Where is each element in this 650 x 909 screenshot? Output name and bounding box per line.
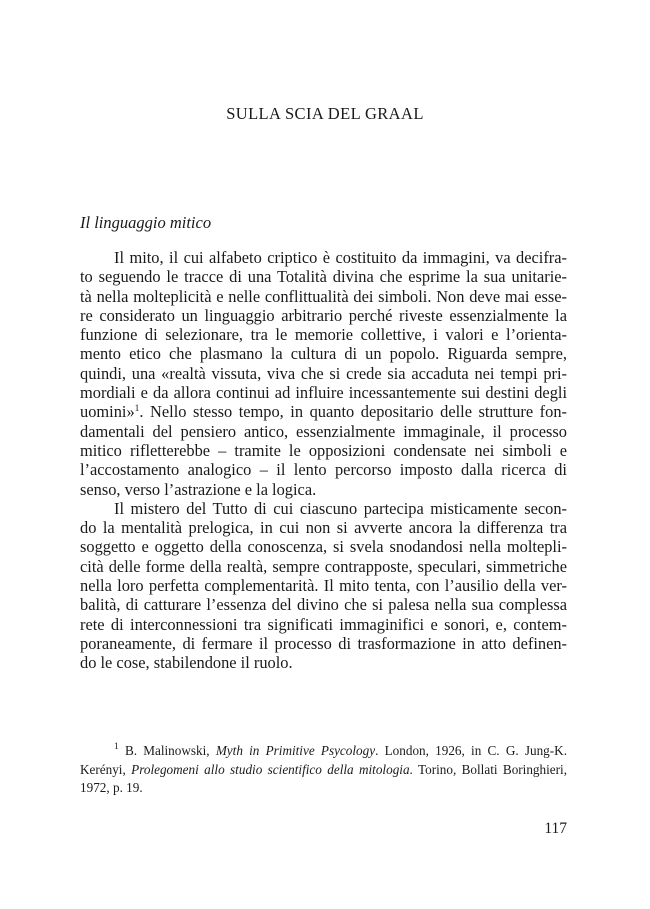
section-heading: Il linguaggio mitico [80,213,212,232]
text-line: cità delle forme della realtà, sempre contrapposte, speculari, simmetriche [80,556,567,576]
body-text [80,248,567,673]
text-line: mento etico che plasmano la cultura di un popolo. Riguarda sempre, [80,344,567,364]
text-line: balità, di catturare l’essenza del divino che si palesa nella sua complessa [80,595,567,615]
text-line: tà nella molteplicità e nelle conflittualità dei simboli. Non deve mai esse- [80,286,567,306]
text-line: re considerato un linguaggio arbitrario perché riveste essenzialmente la [80,305,567,325]
footnote-reference[interactable]: 1 [134,404,140,415]
text-fragment: uomini» [80,402,135,422]
footnote-line [80,761,567,780]
text-fragment: B. Malinowski, [118,743,216,758]
text-line: nella loro perfetta complementarità. Il mito tenta, con l’ausilio della ver- [80,576,567,596]
text-line: quindi, una «realtà vissuta, viva che si crede sia accaduta nei tempi pri- [80,363,567,383]
paragraph-2 [80,499,567,673]
footnote-line: 1972, p. 19. [80,780,143,795]
running-header: SULLA SCIA DEL GRAAL [226,104,424,123]
text-line: mitico rifletterebbe – tramite le opposizioni condensate nei simboli e [80,440,567,460]
text-line: to seguendo le tracce di una Totalità divina che esprime la sua unitarie- [80,267,567,287]
footnote-marker: 1 [114,742,119,752]
text-fragment: Kerényi, [80,761,132,777]
text-line: soggetto e oggetto della conoscenza, si svela snodandosi nella moltepli- [80,537,567,557]
paragraph-1 [80,248,567,499]
cited-title: Myth in Primitive Psycology [215,743,376,758]
footnote [80,742,567,798]
text-line: l’accostamento analogico – il lento percorso imposto dalla ricerca di [80,460,567,480]
text-line: rete di interconnessioni tra significati immaginifici e sonori, e, contem- [80,614,567,634]
text-line: Il mistero del Tutto di cui ciascuno partecipa misticamente secon- [114,498,567,518]
page-number: 117 [544,820,567,837]
text-line: poraneamente, di fermare il processo di trasformazione in atto definen- [80,633,567,653]
text-line: senso, verso l’astrazione e la logica. [80,479,317,499]
text-fragment: . London, 1926, in C. G. Jung-K. [375,743,567,758]
text-fragment: . Nello stesso tempo, in quanto depositario delle strutture fon- [139,402,567,422]
text-line: do la mentalità prelogica, in cui non si avverte ancora la differenza tra [80,518,567,538]
text-line [80,402,567,421]
cited-title: Prolegomeni allo studio scientifico della mitologia [131,761,410,777]
text-line: do le cose, stabilendone il ruolo. [80,653,293,673]
text-line: mordiali e da allora continui ad influire incessantemente sui destini degli [80,383,567,403]
footnote-line [80,742,567,761]
text-line: damentali del pensiero antico, essenzialmente immaginale, il processo [80,421,567,441]
text-line: funzione di selezionare, tra le memorie collettive, i valori e l’orienta- [80,325,567,345]
text-line: Il mito, il cui alfabeto criptico è costituito da immagini, va decifra- [114,248,567,267]
text-fragment: . Torino, Bollati Boringhieri, [409,761,567,777]
